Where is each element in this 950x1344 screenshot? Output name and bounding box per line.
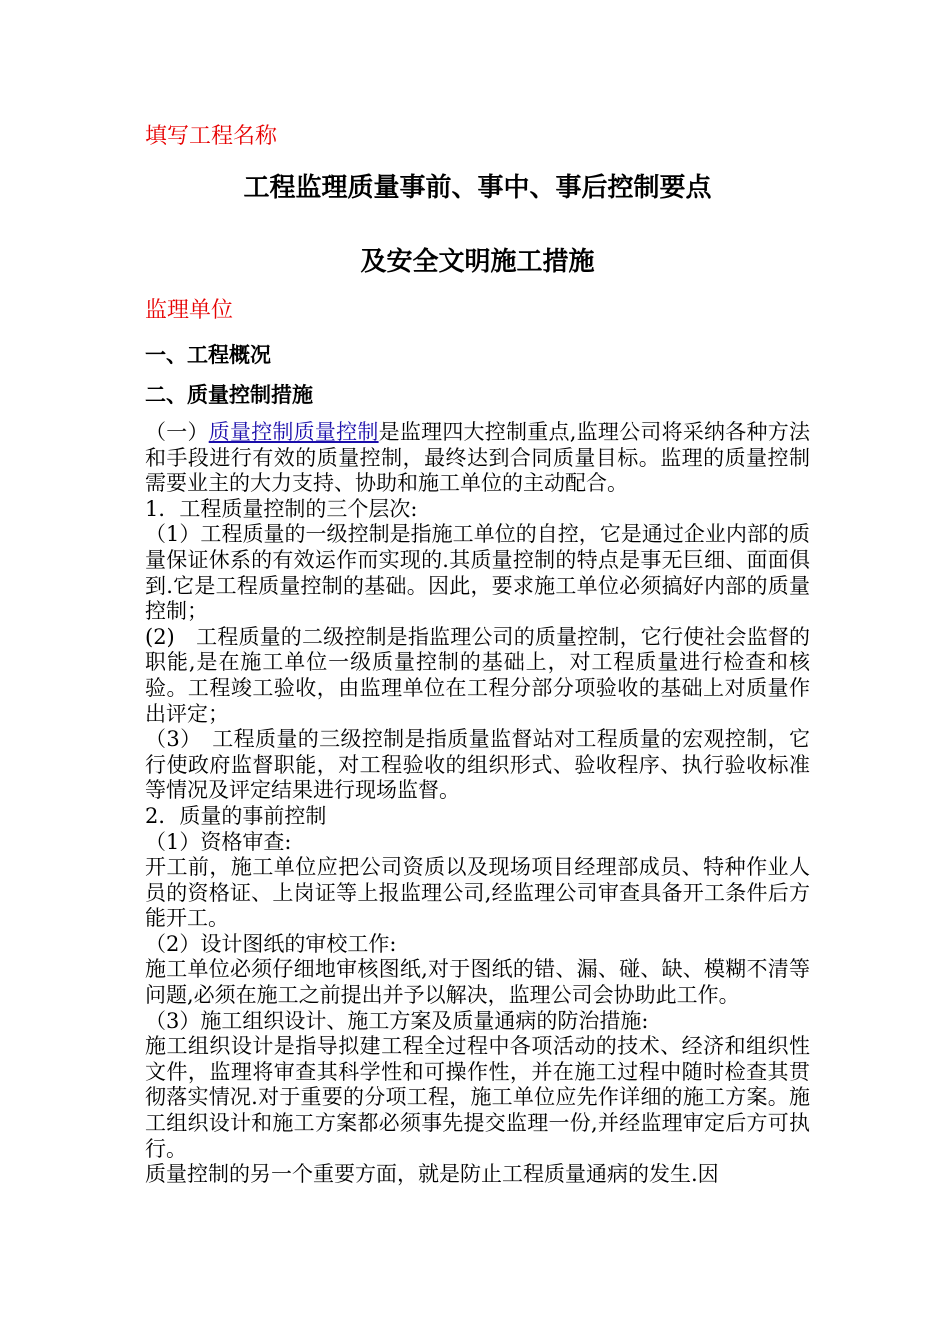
document-content [145, 118, 810, 1188]
paragraph-level-3: （3） 工程质量的三级控制是指质量监督站对工程质量的宏观控制，它行使政府监督职能，对工程验收的组织形式、验收程序、执行验收标准等情况及评定结果进行现场监督。 [145, 727, 810, 803]
paragraph-construction-plan-heading: （3）施工组织设计、施工方案及质量通病的防治措施: [145, 1008, 649, 1033]
section-heading-overview: 一、工程概况 [145, 343, 271, 367]
paragraph-drawing-review-heading: （2）设计图纸的审校工作: [145, 931, 397, 956]
paragraph-qualification: 开工前，施工单位应把公司资质以及现场项目经理部成员、特种作业人员的资格证、上岗证等上报监理公司,经监理公司审查具备开工条件后方能开工。 [145, 855, 810, 931]
supervision-unit: 监理单位 [145, 298, 234, 323]
paragraph-levels-heading: 1．工程质量控制的三个层次: [145, 496, 418, 521]
project-name: 填写工程名称 [145, 124, 278, 149]
paragraph-intro-prefix: （一） [145, 420, 209, 444]
paragraph-level-2: (2) 工程质量的二级控制是指监理公司的质量控制，它行使社会监督的职能,是在施工单位一级质量控制的基础上，对工程质量进行检查和核验。工程竣工验收，由监理单位在工程分部分项验收的基础上对质量作出评定； [145, 624, 810, 726]
quality-control-link[interactable]: 质量控制质量控制 [208, 420, 379, 444]
paragraph-intro-text: 是监理四大控制重点,监理公司将采纳各种方法和手段进行有效的质量控制，最终达到合同质量目标。监理的质量控制需要业主的大力支持、协助和施工单位的主动配合。 [145, 420, 811, 496]
paragraph-common-defects: 质量控制的另一个重要方面，就是防止工程质量通病的发生.因 [145, 1162, 719, 1187]
section-heading-quality-control: 二、质量控制措施 [145, 383, 313, 407]
document-title-line1: 工程监理质量事前、事中、事后控制要点 [243, 173, 712, 203]
paragraph-intro [145, 420, 810, 497]
paragraph-construction-plan: 施工组织设计是指导拟建工程全过程中各项活动的技术、经济和组织性文件，监理将审查其科学性和可操作性，并在施工过程中随时检查其贯彻落实情况.对于重要的分项工程，施工单位应先作详细的施工方案。施工组织设计和施工方案都必须事先提交监理一份,并经监理审定后方可执行。 [145, 1034, 810, 1161]
paragraph-qualification-heading: （1）资格审查: [145, 829, 292, 854]
body-text [145, 420, 810, 1188]
paragraph-level-1: （1）工程质量的一级控制是指施工单位的自控，它是通过企业内部的质量保证休系的有效运作而实现的.其质量控制的特点是事无巨细、面面俱到.它是工程质量控制的基础。因此，要求施工单位必须搞好内部的质量控制； [145, 522, 810, 624]
paragraph-drawing-review: 施工单位必须仔细地审核图纸,对于图纸的错、漏、碰、缺、模糊不清等问题,必须在施工之前提出并予以解决，监理公司会协助此工作。 [145, 957, 810, 1008]
document-title-line2: 及安全文明施工措施 [360, 247, 595, 277]
paragraph-pre-control-heading: 2．质量的事前控制 [145, 803, 327, 828]
